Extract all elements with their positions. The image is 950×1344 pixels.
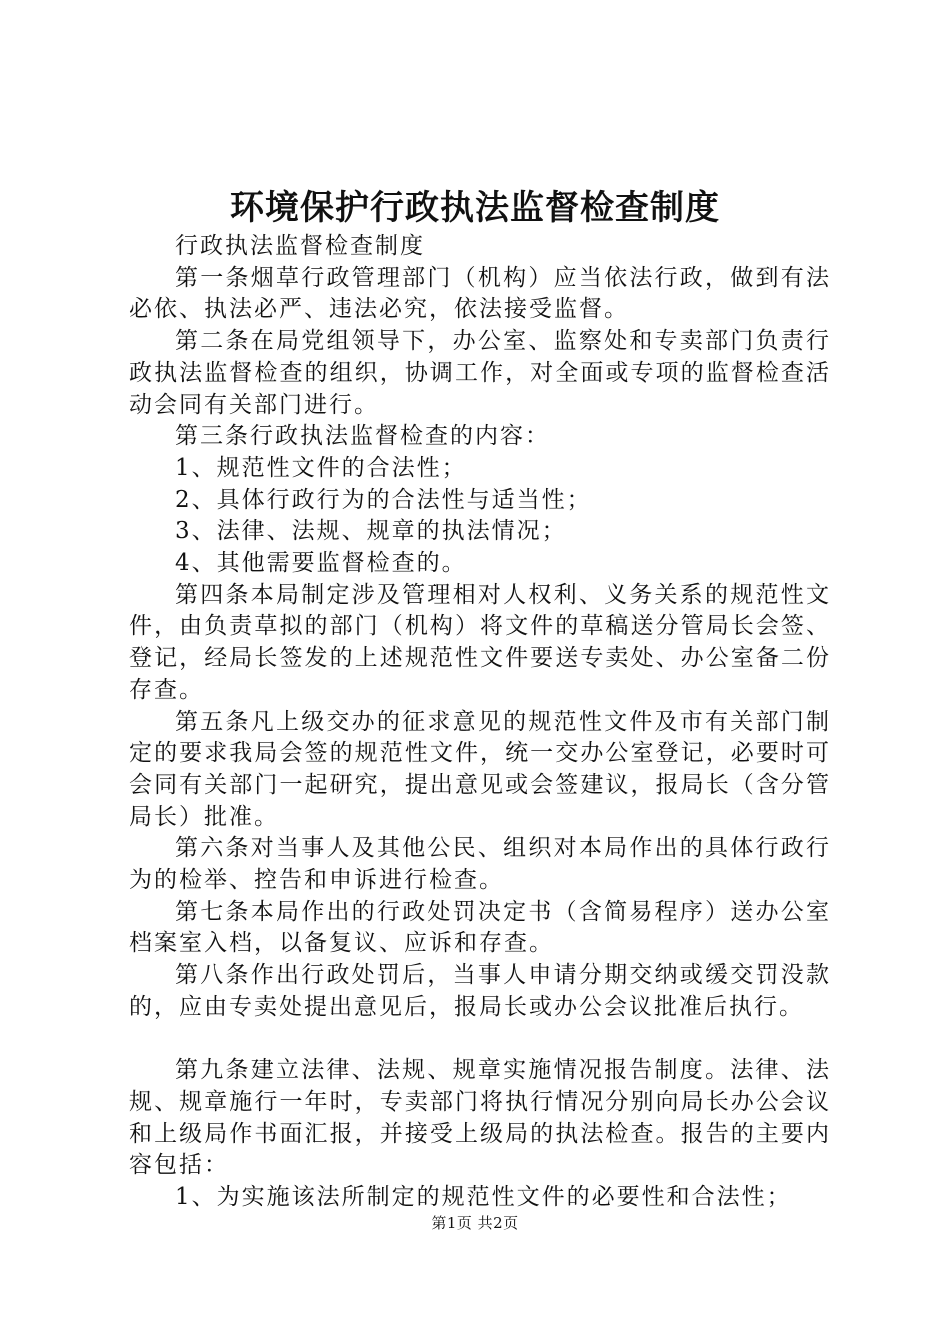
paragraph-article-8: 第八条作出行政处罚后，当事人申请分期交纳或缓交罚没款的，应由专卖处提出意见后，报局长或办公会议批准后执行。 bbox=[129, 962, 831, 1020]
paragraph-article-2: 第二条在局党组领导下，办公室、监察处和专卖部门负责行政执法监督检查的组织，协调工作，对全面或专项的监督检查活动会同有关部门进行。 bbox=[129, 328, 831, 418]
paragraph-article-9: 第九条建立法律、法规、规章实施情况报告制度。法律、法规、规章施行一年时，专卖部门将执行情况分别向局长办公会议和上级局作书面汇报，并接受上级局的执法检查。报告的主要内容包括： bbox=[129, 1057, 831, 1179]
list-item: 4、其他需要监督检查的。 bbox=[175, 550, 467, 577]
list-item: 1、为实施该法所制定的规范性文件的必要性和合法性； bbox=[175, 1184, 792, 1211]
document-body bbox=[129, 231, 831, 1214]
page-footer: 第1页 共2页 bbox=[431, 1214, 519, 1232]
paragraph-article-7: 第七条本局作出的行政处罚决定书（含简易程序）送办公室档案室入档，以备复议、应诉和存查。 bbox=[129, 898, 831, 957]
paragraph-article-1: 第一条烟草行政管理部门（机构）应当依法行政，做到有法必依、执法必严、违法必究，依法接受监督。 bbox=[129, 264, 831, 323]
paragraph-article-6: 第六条对当事人及其他公民、组织对本局作出的具体行政行为的检举、控告和申诉进行检查。 bbox=[129, 835, 831, 894]
blank-line bbox=[129, 1024, 831, 1056]
list-item: 1、规范性文件的合法性； bbox=[175, 454, 467, 481]
paragraph-article-4: 第四条本局制定涉及管理相对人权利、义务关系的规范性文件，由负责草拟的部门（机构）将文件的草稿送分管局长会签、登记，经局长签发的上述规范性文件要送专卖处、办公室备二份存查。 bbox=[129, 581, 831, 703]
paragraph-subtitle: 行政执法监督检查制度 bbox=[175, 233, 425, 259]
paragraph-article-5: 第五条凡上级交办的征求意见的规范性文件及市有关部门制定的要求我局会签的规范性文件，统一交办公室登记，必要时可会同有关部门一起研究，提出意见或会签建议，报局长（含分管局长）批准。 bbox=[129, 708, 831, 830]
list-item: 2、具体行政行为的合法性与适当性； bbox=[175, 486, 592, 513]
document-title: 环境保护行政执法监督检查制度 bbox=[230, 188, 720, 228]
paragraph-article-3: 第三条行政执法监督检查的内容： bbox=[175, 423, 550, 450]
list-item: 3、法律、法规、规章的执法情况； bbox=[175, 518, 567, 545]
